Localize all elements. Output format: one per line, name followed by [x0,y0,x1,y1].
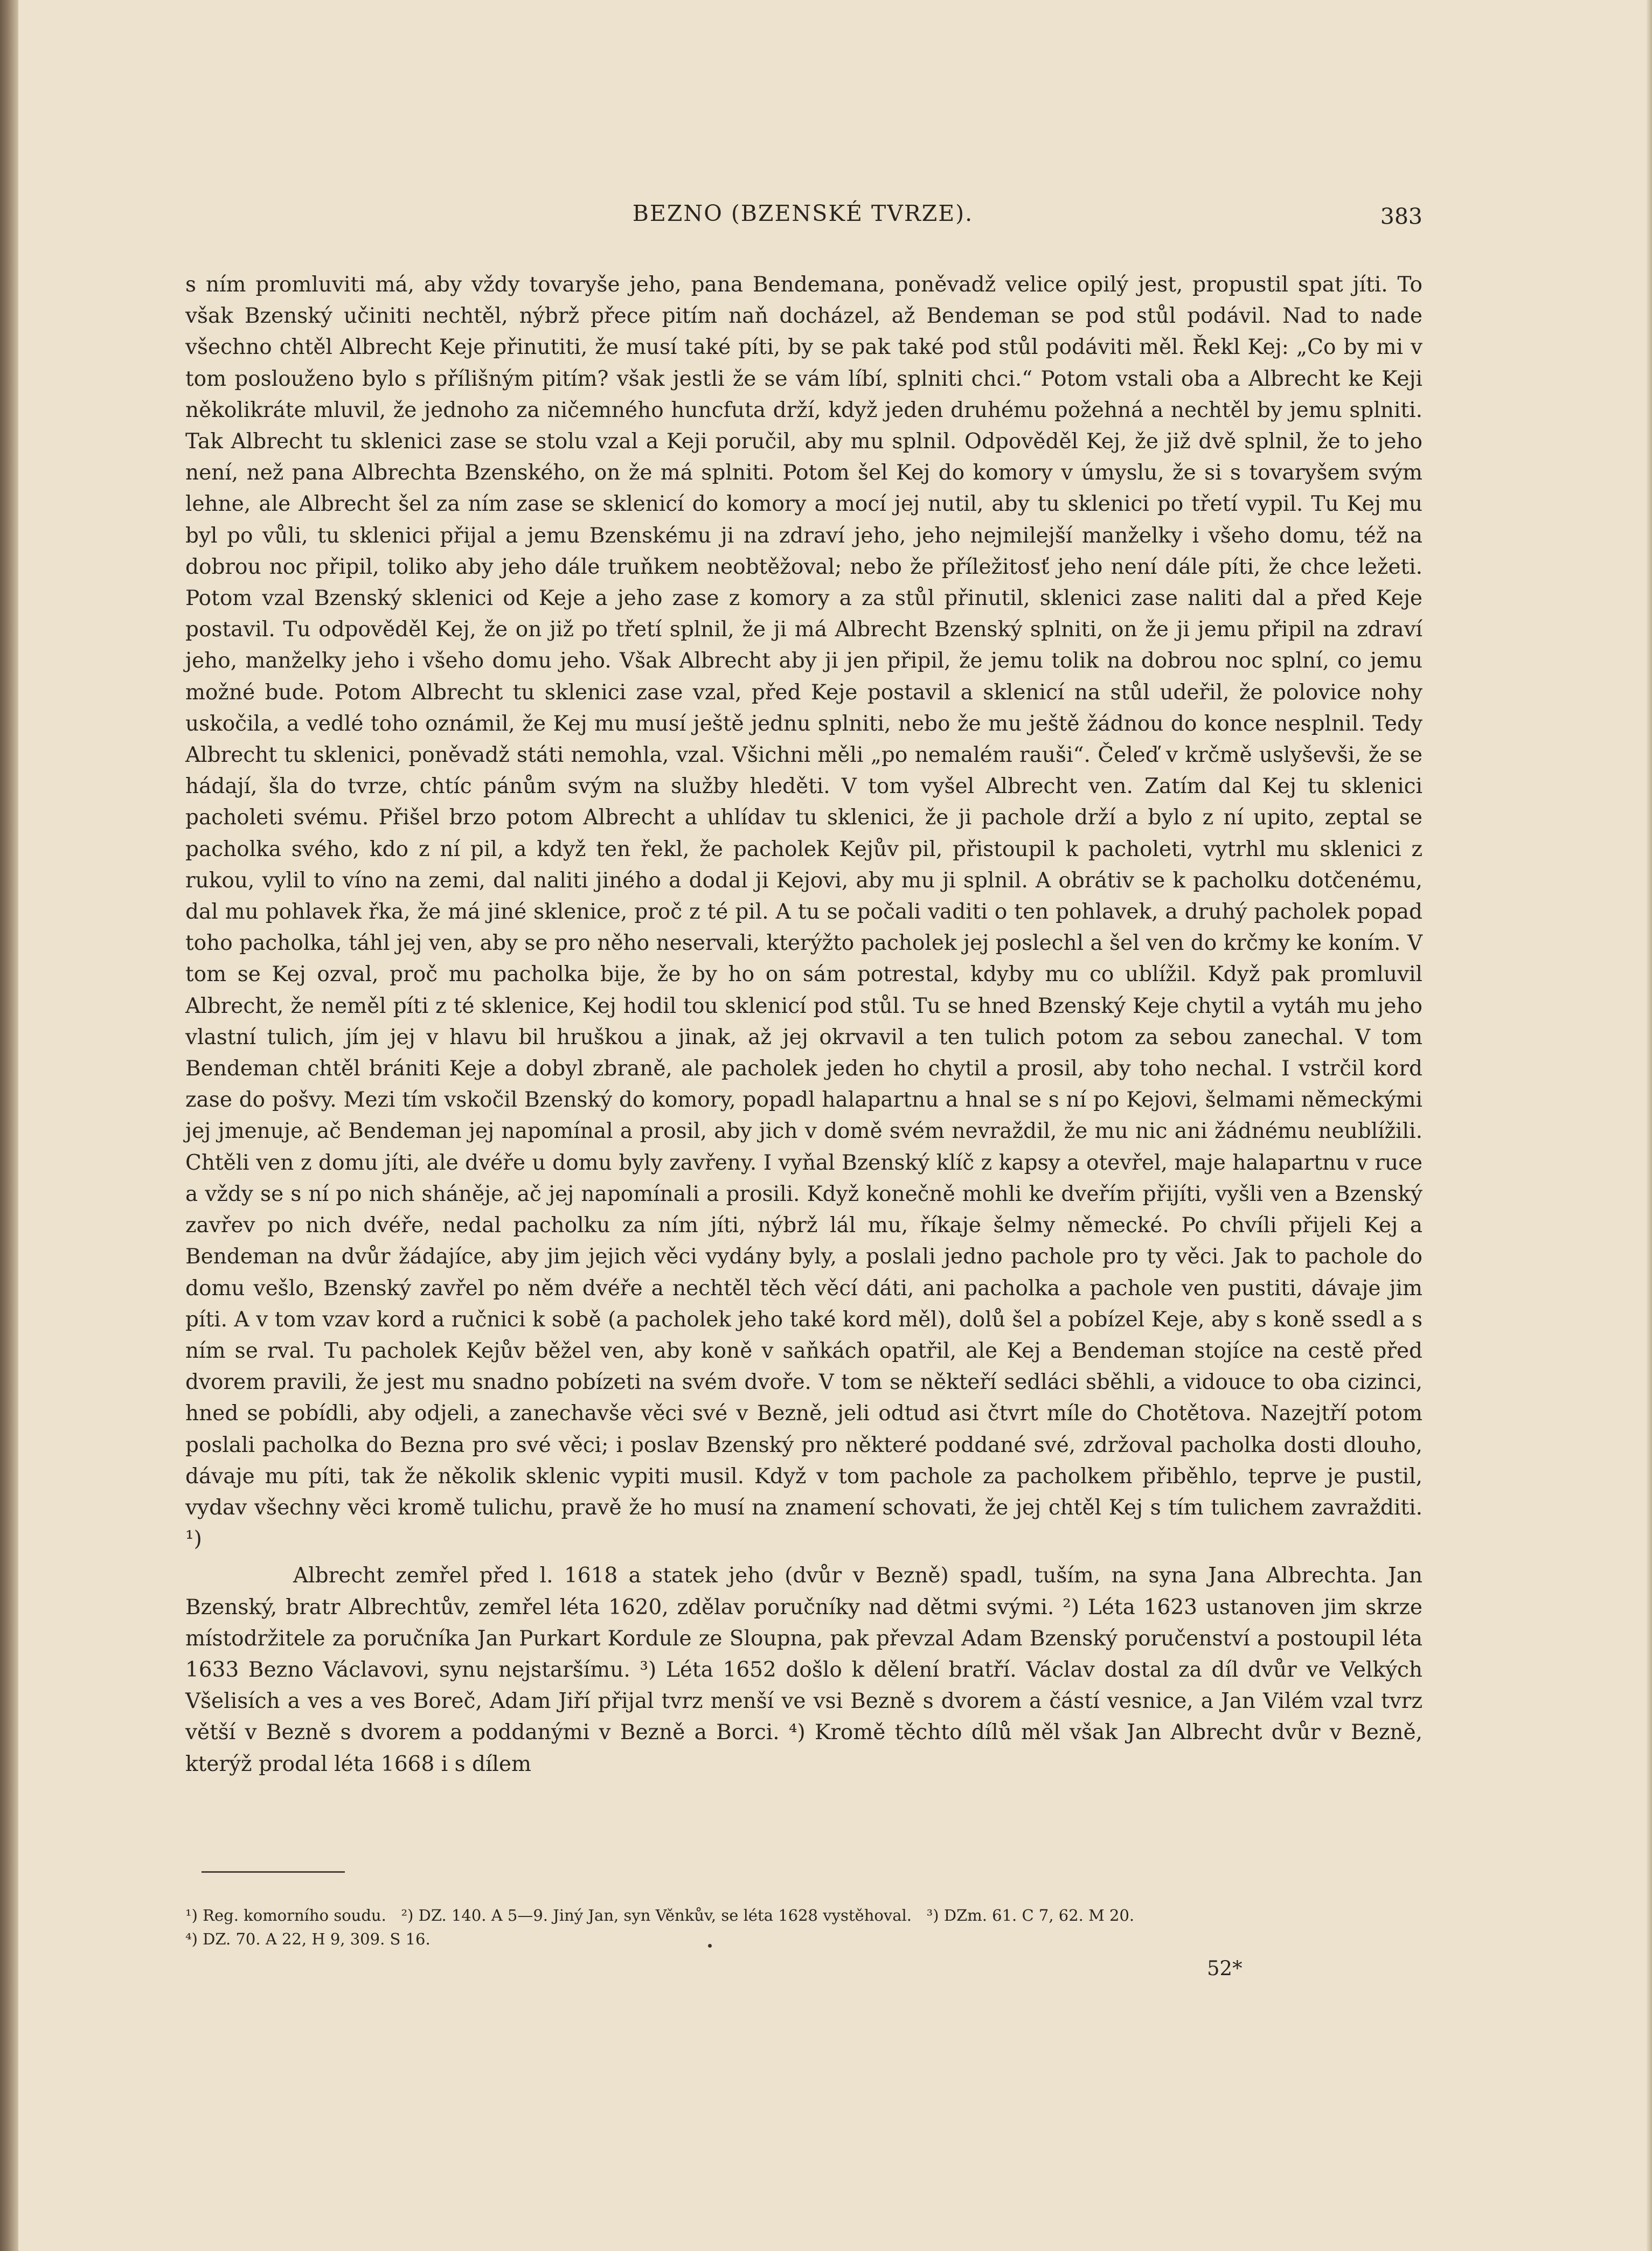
page-right-edge [1647,0,1652,2251]
footnote-3: ³) DZm. 61. C 7, 62. M 20. [926,1906,1135,1925]
stray-ink-dot [708,1944,712,1948]
paragraph-2: Albrecht zemřel před l. 1618 a statek jeho (dvůr v Bezně) spadl, tuším, na syna Jana Albrechta. Jan Bzenský, bratr Albrechtův, zemřel léta 1620, zdělav poručníky nad dětmi svými. ²) Léta 1623 ustanoven jim skrze místodržitele za poručníka Jan Purkart Kordule ze Sloupna, pak převzal Adam Bzenský poručenství a postoupil léta 1633 Bezno Václavovi, synu nejstaršímu. ³) Léta 1652 došlo k dělení bratří. Václav dostal za díl dvůr ve Velkých Všelisích a ves a ves Boreč, Adam Jiří přijal tvrz menší ve vsi Bezně s dvorem a částí vesnice, a Jan Vilém vzal tvrz větší v Bezně s dvorem a poddanými v Bezně a Borci. ⁴) Kromě těchto dílů měl však Jan Albrecht dvůr v Bezně, kterýž prodal léta 1668 i s dílem [185,1564,1422,1776]
page-number: 383 [1380,204,1422,230]
page-header [183,200,1422,238]
footnote-4: ⁴) DZ. 70. A 22, H 9, 309. S 16. [185,1930,431,1948]
page-binding-shadow [0,0,18,2251]
footnotes [185,1903,1422,1951]
paragraph-1: s ním promluviti má, aby vždy tovaryše jeho, pana Bendemana, poněvadž velice opilý jest, propustil spat jíti. To však Bzenský učiniti nechtěl, nýbrž přece pitím naň docházel, až Bendeman se pod stůl podávil. Nad to nade všechno chtěl Albrecht Keje přinutiti, že musí také píti, by se pak také pod stůl podáviti měl. Řekl Kej: „Co by mi v tom poslouženo bylo s přílišným pitím? však jestli že se vám líbí, splniti chci.“ Potom vstali oba a Albrecht ke Keji několikráte mluvil, že jednoho za ničemného huncfuta drží, když jeden druhému požehná a nechtěl by jemu splniti. Tak Albrecht tu sklenici zase se stolu vzal a Keji poručil, aby mu splnil. Odpověděl Kej, že již dvě splnil, že to jeho není, než pana Albrechta Bzenského, on že má splniti. Potom šel Kej do komory v úmyslu, že si s tovaryšem svým lehne, ale Albrecht šel za ním zase se sklenicí do komory a mocí jej nutil, aby tu sklenici po třetí vypil. Tu Kej mu byl po vůli, tu sklenici přijal a jemu Bzenskému ji na zdraví jeho, jeho nejmilejší manželky i všeho domu, též na dobrou noc připil, toliko aby jeho dále truňkem neobtěžoval; nebo že příležitosť jeho není dále píti, že chce ležeti. Potom vzal Bzenský sklenici od Keje a jeho zase z komory a za stůl přinutil, sklenici zase naliti dal a před Keje postavil. Tu odpověděl Kej, že on již po třetí splnil, že ji má Albrecht Bzenský splniti, on že ji jemu připil na zdraví jeho, manželky jeho i všeho domu jeho. Však Albrecht aby ji jen připil, že jemu tolik na dobrou noc splní, co jemu možné bude. Potom Albrecht tu sklenici zase vzal, před Keje postavil a sklenicí na stůl udeřil, že polovice nohy uskočila, a vedlé toho oznámil, že Kej mu musí ještě jednu splniti, nebo že mu ještě žádnou do konce nesplnil. Tedy Albrecht tu sklenici, poněvadž státi nemohla, vzal. Všichni měli „po nemalém rauši“. Čeleď v krčmě uslyševši, že se hádají, šla do tvrze, chtíc pánům svým na služby hleděti. V tom vyšel Albrecht ven. Zatím dal Kej tu sklenici pacholeti svému. Přišel brzo potom Albrecht a uhlídav tu sklenici, že ji pachole drží a bylo z ní upito, zeptal se pacholka svého, kdo z ní pil, a když ten řekl, že pacholek Kejův pil, přistoupil k pacholeti, vytrhl mu sklenici z rukou, vylil to víno na zemi, dal naliti jiného a dodal ji Kejovi, aby mu ji splnil. A obrátiv se k pacholku dotčenému, dal mu pohlavek řka, že má jiné sklenice, proč z té pil. A tu se počali vaditi o ten pohlavek, a druhý pacholek popad toho pacholka, táhl jej ven, aby se pro něho neservali, kterýžto pacholek jej poslechl a šel ven do krčmy ke koním. V tom se Kej ozval, proč mu pacholka bije, že by ho on sám potrestal, kdyby mu co ublížil. Když pak promluvil Albrecht, že neměl píti z té sklenice, Kej hodil tou sklenicí pod stůl. Tu se hned Bzenský Keje chytil a vytáh mu jeho vlastní tulich, jím jej v hlavu bil hruškou a jinak, až jej okrvavil a ten tulich potom za sebou zanechal. V tom Bendeman chtěl brániti Keje a dobyl zbraně, ale pacholek jeden ho chytil a prosil, aby toho nechal. I vstrčil kord zase do pošvy. Mezi tím vskočil Bzenský do komory, popadl halapartnu a hnal se s ní po Kejovi, šelmami německými jej jmenuje, ač Bendeman jej napomínal a prosil, aby jich v domě svém nevraždil, že mu nic ani žádnému neublížili. Chtěli ven z domu jíti, ale dvéře u domu byly zavřeny. I vyňal Bzenský klíč z kapsy a otevřel, maje halapartnu v ruce a vždy se s ní po nich sháněje, ač jej napomínali a prosili. Když konečně mohli ke dveřím přijíti, vyšli ven a Bzenský zavřev po nich dvéře, nedal pacholku za ním jíti, nýbrž lál mu, říkaje šelmy německé. Po chvíli přijeli Kej a Bendeman na dvůr žádajíce, aby jim jejich věci vydány byly, a poslali jedno pachole pro ty věci. Jak to pachole do domu vešlo, Bzenský zavřel po něm dvéře a nechtěl těch věcí dáti, ani pacholka a pachole ven pustiti, dávaje jim píti. A v tom vzav kord a ručnici k sobě (a pacholek jeho také kord měl), dolů šel a pobízel Keje, aby s koně ssedl a s ním se rval. Tu pacholek Kejův běžel ven, aby koně v saňkách opatřil, ale Kej a Bendeman stojíce na cestě před dvorem pravili, že jest mu snadno pobízeti na svém dvoře. V tom se někteří sedláci sběhli, a vidouce to oba cizinci, hned se pobídli, aby odjeli, a zanechavše věci své v Bezně, jeli odtud asi čtvrt míle do Chotětova. Nazejtří potom poslali pacholka do Bezna pro své věci; i poslav Bzenský pro některé poddané své, zdržoval pacholka dosti dlouho, dávaje mu píti, tak že několik sklenic vypiti musil. Když v tom pachole za pacholkem přiběhlo, teprve je pustil, vydav všechny věci kromě tulichu, pravě že ho musí na znamení schovati, že jej chtěl Kej s tím tulichem zavražditi. ¹) [185,273,1422,1552]
signature-mark: 52* [1207,1957,1243,1980]
main-text [185,269,1422,1780]
footnote-divider [202,1871,345,1873]
footnote-1: ¹) Reg. komorního soudu. [185,1906,386,1925]
footnote-2: ²) DZ. 140. A 5—9. Jiný Jan, syn Věnkův, se léta 1628 vystěhoval. [401,1906,912,1925]
running-head: BEZNO (BZENSKÉ TVRZE). [632,200,974,226]
